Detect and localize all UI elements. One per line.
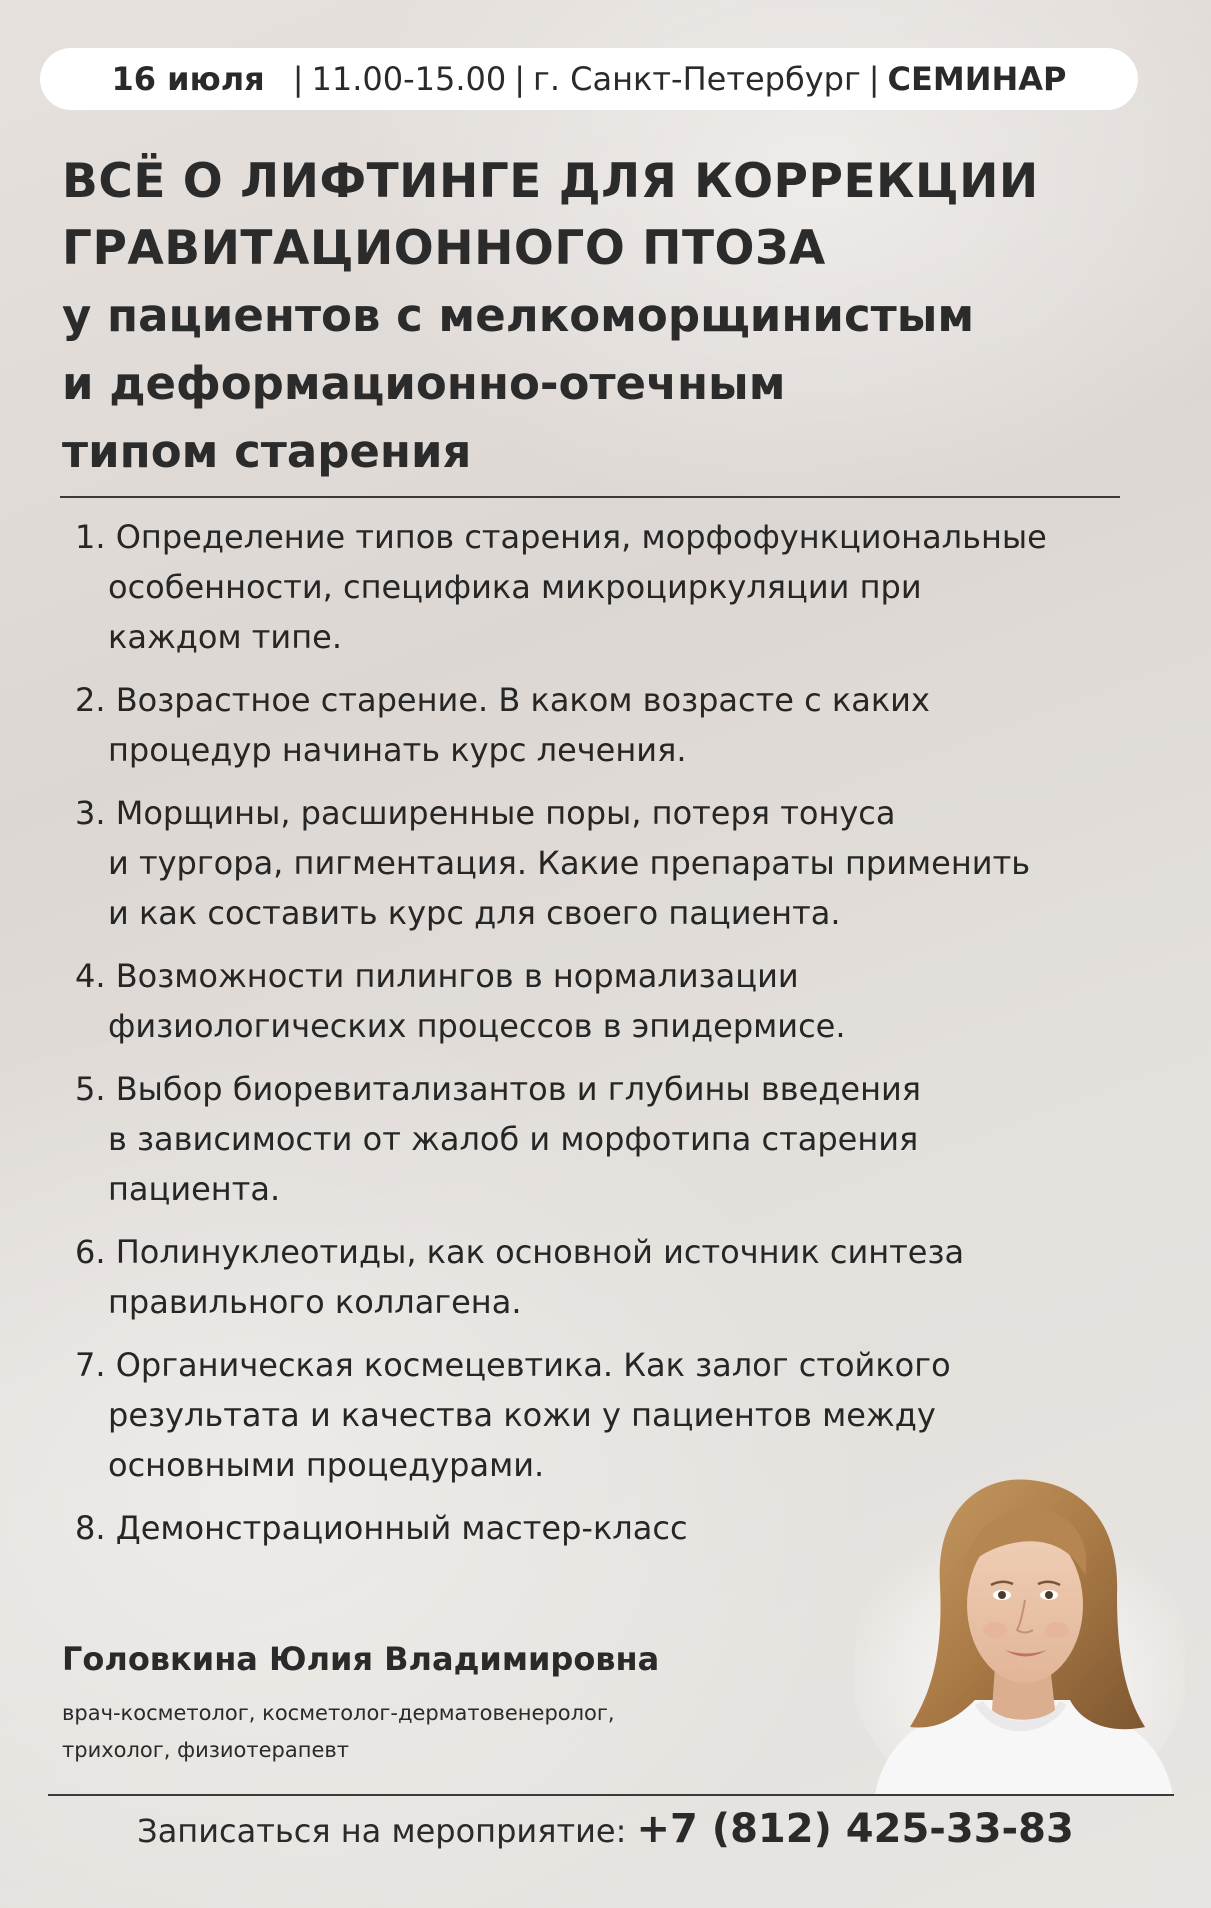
program-item-line: 1. Определение типов старения, морфофункциональные [75,518,1047,556]
event-time: 11.00-15.00 [311,60,507,98]
seminar-title [62,148,1142,486]
event-info-bar [40,48,1138,110]
program-item [75,1064,1185,1214]
divider [60,496,1120,498]
program-item-line: процедур начинать курс лечения. [108,731,687,769]
program-item-line: и тургора, пигментация. Какие препараты применить [108,844,1031,882]
program-item-line: правильного коллагена. [108,1283,522,1321]
program-item-line: 6. Полинуклеотиды, как основной источник синтеза [75,1233,965,1271]
separator: | [292,60,304,98]
subtitle-line: и деформационно-отечным [62,357,786,410]
registration-footer [0,1806,1211,1852]
program-item [75,951,1185,1051]
speaker-role [62,1695,615,1769]
separator: | [514,60,526,98]
program-item [75,675,1185,775]
phone-number[interactable]: +7 (812) 425-33-83 [636,1806,1074,1852]
program-item-line: и как составить курс для своего пациента. [108,894,841,932]
speaker-role-line: врач-косметолог, косметолог-дерматовенеролог, [62,1701,615,1725]
subtitle-line: типом старения [62,425,472,478]
speaker-name: Головкина Юлия Владимировна [62,1640,660,1678]
program-item-line: основными процедурами. [108,1446,545,1484]
speaker-portrait [855,1465,1185,1795]
program-item-line: 5. Выбор биоревитализантов и глубины введения [75,1070,922,1108]
program-item-line: пациента. [108,1170,281,1208]
event-city: г. Санкт-Петербург [533,60,861,98]
separator: | [868,60,880,98]
program-item-line: результата и качества кожи у пациентов между [108,1396,936,1434]
event-date: 16 июля [111,60,265,98]
program-item-line: 7. Органическая космецевтика. Как залог стойкого [75,1346,951,1384]
registration-label: Записаться на мероприятие: [137,1812,627,1850]
program-item-line: 4. Возможности пилингов в нормализации [75,957,799,995]
divider [48,1794,1174,1796]
program-item [75,1227,1185,1327]
program-list [75,512,1185,1566]
program-item-line: 8. Демонстрационный мастер-класс [75,1509,688,1547]
subtitle-line: у пациентов с мелкоморщинистым [62,289,975,342]
program-item-line: 3. Морщины, расширенные поры, потеря тонуса [75,794,896,832]
program-item-line: 2. Возрастное старение. В каком возрасте с каких [75,681,930,719]
program-item [75,512,1185,662]
program-item-line: физиологических процессов в эпидермисе. [108,1007,846,1045]
speaker-role-line: трихолог, физиотерапевт [62,1738,350,1762]
program-item [75,788,1185,938]
program-item-line: особенности, специфика микроциркуляции при [108,568,922,606]
event-type: СЕМИНАР [887,60,1067,98]
title-line: ГРАВИТАЦИОННОГО ПТОЗА [62,221,826,276]
title-line: ВСЁ О ЛИФТИНГЕ ДЛЯ КОРРЕКЦИИ [62,154,1039,209]
program-item-line: в зависимости от жалоб и морфотипа старения [108,1120,919,1158]
program-item-line: каждом типе. [108,618,342,656]
